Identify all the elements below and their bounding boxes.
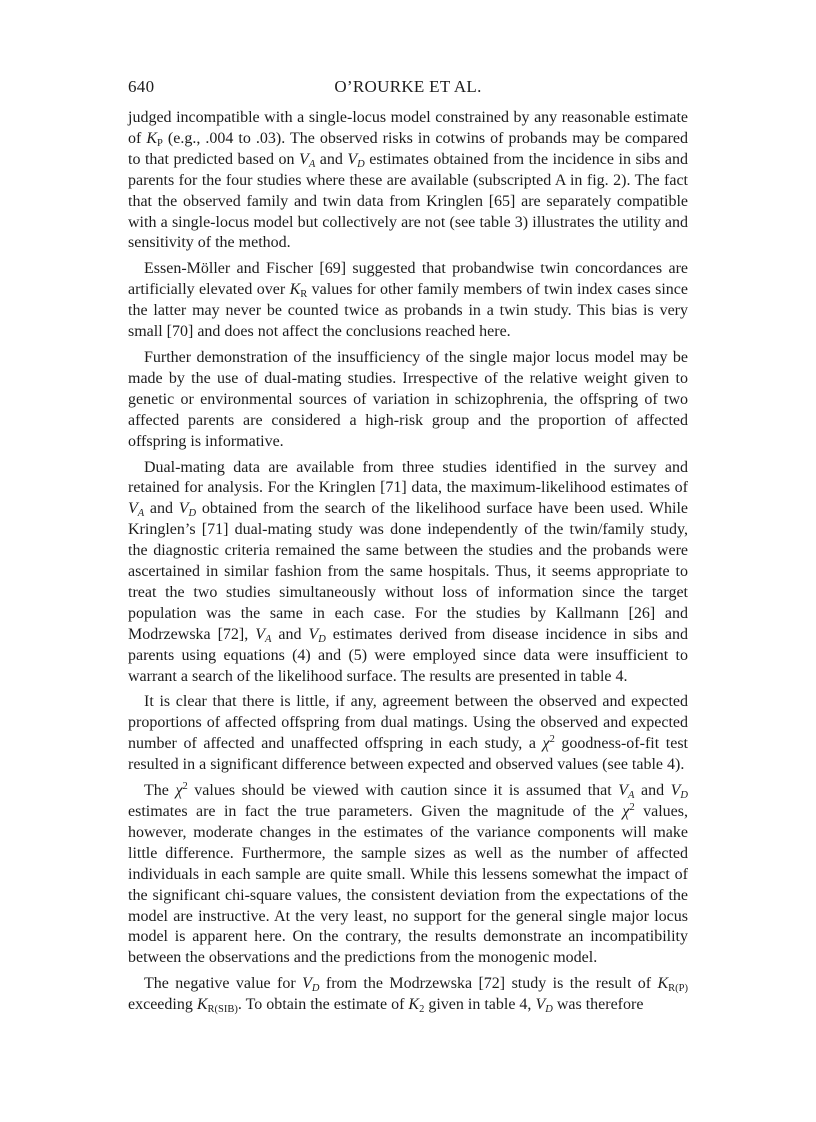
paragraph-2: Essen-Möller and Fischer [69] suggested that probandwise twin concordances are artificially elevated over $K_R$ values for other family members of twin index cases since the latter may never be counted twice as probands in a twin study. This bias is very small [70] and does not affect the conclusions reached here. (128, 260, 689, 341)
article-body (128, 108, 688, 1021)
paragraph-1: judged incompatible with a single-locus model constrained by any reasonable estimate of $K_P$ (e.g., .004 to .03). The observed risks in cotwins of probands may be compared to that predicted based on $V_A$ and $V_D$ estimates obtained from the incidence in sibs and parents for the four studies where these are available (subscripted A in fig. 2). The fact that the observed family and twin data from Kringlen [65] are separately compatible with a single-locus model but collectively are not (see table 3) illustrates the utility and sensitivity of the method. (128, 109, 689, 252)
running-title: O’ROURKE ET AL. (334, 77, 482, 96)
paragraph-6: The $\chi^2$ values should be viewed with caution since it is assumed that $V_A$ and $V_D$ estimates are in fact the true parameters. Given the magnitude of the $\chi^2$ values, however, moderate changes in the estimates of the variance components will make little difference. Furthermore, the sample sizes as well as the number of affected individuals in each sample are quite small. While this lessens somewhat the impact of the significant chi-square values, the consistent deviation from the expectations of the model are instructive. At the very least, no support for the general single major locus model is apparent here. On the contrary, the results demonstrate an incompatibility between the observations and the predictions from the monogenic model. (128, 781, 689, 967)
paragraph-3: Further demonstration of the insufficiency of the single major locus model may be made by the use of dual-mating studies. Irrespective of the relative weight given to genetic or environmental sources of variation in schizophrenia, the offspring of two affected parents are considered a high-risk group and the proportion of affected offspring is informative. (128, 348, 688, 450)
paragraph-7: The negative value for $V_D$ from the Modrzewska [72] study is the result of $K_{R(P)}$ exceeding $K_{R(SIB)}$. To obtain the estimate of $K_2$ given in table 4, $V_D$ was therefore (128, 975, 688, 1016)
page-number: 640 (128, 77, 155, 96)
page-header (128, 77, 688, 101)
paragraph-4: Dual-mating data are available from three studies identified in the survey and retained for analysis. For the Kringlen [71] data, the maximum-likelihood estimates of $V_A$ and $V_D$ obtained from the search of the likelihood surface have been used. While Kringlen’s [71] dual-mating study was done independently of the twin/family study, the diagnostic criteria remained the same between the studies and the probands were ascertained in similar fashion from the same hospitals. Thus, it seems appropriate to treat the two studies simultaneously without loss of information since the target population was the same in each case. For the studies by Kallmann [26] and Modrzewska [72], $V_A$ and $V_D$ estimates derived from disease incidence in sibs and parents using equations (4) and (5) were employed since data were insufficient to warrant a search of the likelihood surface. The results are presented in table 4. (128, 458, 689, 685)
paragraph-5: It is clear that there is little, if any, agreement between the observed and expected proportions of affected offspring from dual matings. Using the observed and expected number of affected and unaffected offspring in each study, a $\chi^2$ goodness-of-fit test resulted in a significant difference between expected and observed values (see table 4). (128, 693, 688, 774)
